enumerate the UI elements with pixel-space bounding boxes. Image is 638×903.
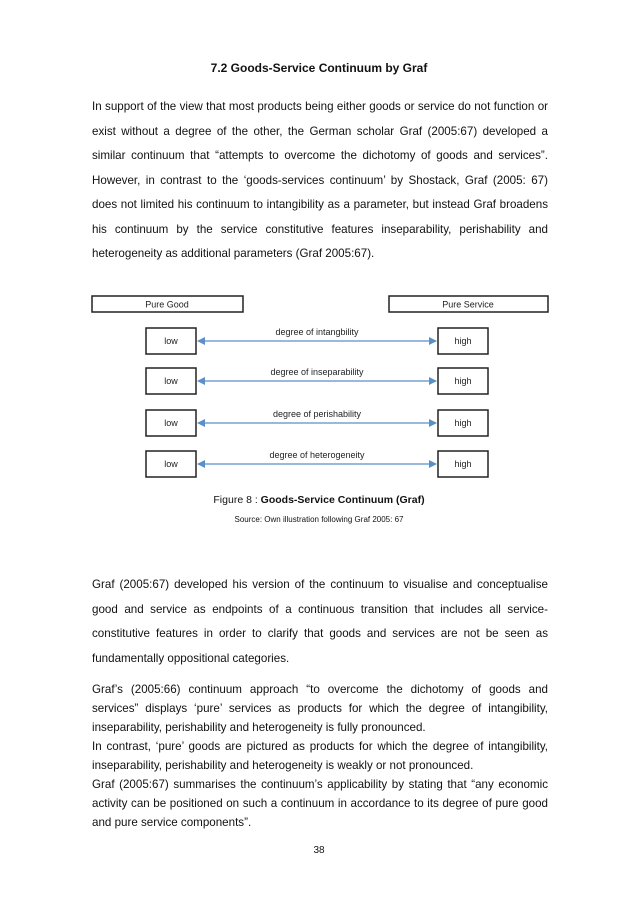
continuum-row xyxy=(146,409,488,436)
figure-caption xyxy=(0,494,638,506)
low-label: low xyxy=(164,459,178,469)
figure-caption-title: Goods-Service Continuum (Graf) xyxy=(260,494,425,506)
low-label: low xyxy=(164,376,178,386)
continuum-row xyxy=(146,450,488,477)
continuum-diagram xyxy=(90,294,550,484)
low-label: low xyxy=(164,418,178,428)
figure-caption-prefix: Figure 8 : xyxy=(213,494,261,506)
body-paragraph-text: Graf’s (2005:66) continuum approach “to overcome the dichotomy of goods and services” displays ‘pure’ services as products for which the degree of intangibility, inseparability, perishability and heterogeneity is fully pronounced. xyxy=(92,683,548,734)
high-label: high xyxy=(454,336,472,346)
degree-label: degree of intangbility xyxy=(275,327,359,337)
body-paragraph-text: Graf (2005:67) developed his version of the continuum to visualise and conceptualise good and service as endpoints of a continuous transition that includes all service-constitutive features in order to clarify that goods and services are not be seen as fundamentally oppositional categories. xyxy=(92,578,548,665)
pure-service-header xyxy=(389,296,548,312)
section-heading: 7.2 Goods-Service Continuum by Graf xyxy=(210,61,428,75)
figure-source: Source: Own illustration following Graf 2005: 67 xyxy=(234,515,404,524)
body-paragraph-text: In contrast, ‘pure’ goods are pictured as products for which the degree of intangibility, inseparability, perishability and heterogeneity is weakly or not pronounced. xyxy=(92,740,548,772)
body-paragraph xyxy=(92,573,548,671)
high-label: high xyxy=(454,459,472,469)
low-label: low xyxy=(164,336,178,346)
high-label: high xyxy=(454,418,472,428)
degree-label: degree of inseparability xyxy=(270,367,364,377)
degree-label: degree of heterogeneity xyxy=(269,450,365,460)
continuum-diagram-svg xyxy=(90,294,550,484)
body-paragraph-group xyxy=(92,680,548,832)
pure-good-header xyxy=(92,296,243,312)
degree-label: degree of perishability xyxy=(272,409,362,419)
body-paragraph-text: Graf (2005:67) summarises the continuum’s applicability by stating that “any economic activity can be positioned on such a continuum in accordance to its degree of pure good and pure service components”. xyxy=(92,778,548,829)
intro-paragraph-text: In support of the view that most products being either goods or service do not function or exist without a degree of the other, the German scholar Graf (2005:67) developed a similar continuum that “attempts to overcome the dichotomy of goods and services”. However, in contrast to the ‘goods-services continuum’ by Shostack, Graf (2005: 67) does not limited his continuum to intangibility as a parameter, but instead Graf broadens his continuum by the service constitutive features inseparability, perishability and heterogeneity as additional parameters (Graf 2005:67). xyxy=(92,100,548,260)
high-label: high xyxy=(454,376,472,386)
page-number: 38 xyxy=(313,845,325,856)
continuum-row xyxy=(146,367,488,394)
pure-service-label: Pure Service xyxy=(442,299,494,310)
intro-paragraph xyxy=(92,95,548,267)
pure-good-label: Pure Good xyxy=(145,299,189,310)
continuum-row xyxy=(146,327,488,354)
